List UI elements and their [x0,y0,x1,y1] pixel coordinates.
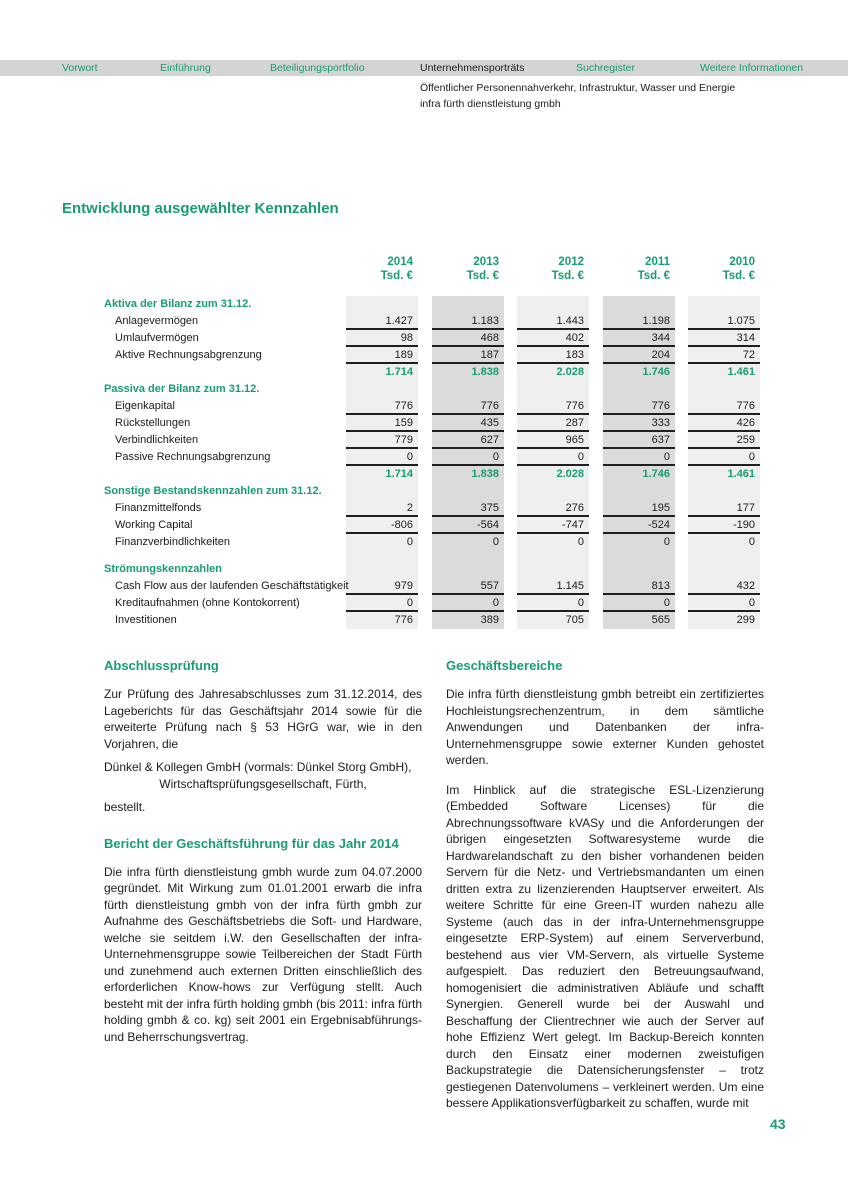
auditor-name-block [104,759,422,792]
row-label: Passive Rechnungsabgrenzung [115,451,271,463]
table-cell: 259 [688,432,760,449]
management-report-body: Die infra fürth dienstleistung gmbh wurde zum 04.07.2000 gegründet. Mit Wirkung zum 01.01.2001 erwarb die infra fürth dienstleistung gmbh von der infra fürth gmbh zur Aufnahme des Geschäftsbetriebs die Soft- und Hardware, welche sie seitdem i.W. den Gesellschaften der infra-Unternehmensgruppe sowie Teilbereichen der Stadt Fürth und zunehmend auch externen Dritten einschließlich des erforderlichen Know-hows zur Verfügung stellt. Auch besteht mit der infra fürth holding gmbh (bis 2011: infra fürth holding gmbh & co. kg) seit 2001 ein Ergebnisabführungs- und Beherrschungsvertrag. [104,864,422,1044]
year-column-header [432,255,504,283]
table-row [104,347,760,364]
left-column [104,658,422,1125]
top-navigation [0,60,848,76]
table-cell: 979 [346,578,418,595]
table-cell: 776 [603,398,675,415]
row-label: Umlaufvermögen [115,332,199,344]
table-cell: 0 [432,595,504,612]
table-cell: 344 [603,330,675,347]
table-cell: 0 [346,449,418,466]
table-cell: 1.461 [727,468,755,480]
table-row [104,381,760,398]
table-cell: 0 [688,449,760,466]
table-cell: 1.746 [642,468,670,480]
unit-label: Tsd. € [466,270,499,282]
table-row [104,561,760,578]
table-cell: 435 [432,415,504,432]
table-cell: 402 [517,330,589,347]
table-cell: -524 [603,517,675,534]
audit-closing: bestellt. [104,800,146,814]
unit-label: Tsd. € [380,270,413,282]
row-label: Cash Flow aus der laufenden Geschäftstätigkeit [115,580,349,592]
table-header [104,255,760,296]
table-cell: 0 [492,536,499,548]
table-row [104,534,760,551]
nav-item-weitere-informationen[interactable]: Weitere Informationen [700,62,804,74]
table-cell: 565 [651,614,670,626]
text-columns [104,658,764,1125]
table-cell: 0 [603,449,675,466]
table-cell: 177 [688,500,760,517]
unit-label: Tsd. € [637,270,670,282]
table-row [104,398,760,415]
table-cell: 333 [603,415,675,432]
row-label: Investitionen [115,614,177,626]
table-cell: 98 [346,330,418,347]
row-label: Finanzmittelfonds [115,502,202,514]
table-row [104,313,760,330]
management-report-heading: Bericht der Geschäftsführung für das Jahr 2014 [104,835,399,851]
table-row [104,432,760,449]
row-label: Rückstellungen [115,417,191,429]
table-cell: 299 [736,614,755,626]
table-cell: 0 [517,595,589,612]
nav-item-suchregister[interactable]: Suchregister [576,62,635,74]
table-cell: 2.028 [556,468,584,480]
table-cell: 776 [346,398,418,415]
table-cell: 776 [688,398,760,415]
table-cell: 159 [346,415,418,432]
table-cell: 637 [603,432,675,449]
table-row [104,551,760,561]
table-cell: 1.714 [385,366,413,378]
row-label: Verbindlichkeiten [115,434,199,446]
right-column [446,658,764,1125]
auditor-line1: Dünkel & Kollegen GmbH (vormals: Dünkel Storg GmbH), [104,760,412,774]
table-cell: 779 [346,432,418,449]
table-cell: 0 [603,595,675,612]
table-cell: 0 [406,536,413,548]
table-cell: 1.198 [603,313,675,330]
audit-intro: Zur Prüfung des Jahresabschlusses zum 31.12.2014, des Lageberichts für das Geschäftsjahr 2014 sowie für die erweiterte Prüfung nach § 53 HGrG war, wie in den Vorjahren, die [104,687,422,751]
table-cell: 189 [346,347,418,364]
nav-item-unternehmensportraets[interactable]: Unternehmensporträts [420,62,525,74]
table-cell: 1.443 [517,313,589,330]
table-cell: 287 [517,415,589,432]
table-cell: 1.838 [471,468,499,480]
table-cell: 1.714 [385,468,413,480]
table-cell: 0 [663,536,670,548]
table-cell: 0 [748,536,755,548]
table-cell: 2 [346,500,418,517]
table-row [104,612,760,629]
table-cell: 0 [577,536,584,548]
kennzahlen-table [104,255,760,629]
nav-item-einfuehrung[interactable]: Einführung [160,62,211,74]
table-row [104,500,760,517]
table-row [104,330,760,347]
table-row [104,415,760,432]
table-cell: 1.838 [471,366,499,378]
table-cell: 776 [432,398,504,415]
table-row [104,296,760,313]
business-areas-paragraph-1: Die infra fürth dienstleistung gmbh betreibt ein zertifiziertes Hochleistungsrechenzentrum, in dem sämtliche Anwendungen und Datenbanken der infra-Unternehmensgruppe sowie externer Kunden gehostet werden. [446,687,764,767]
table-cell: 72 [688,347,760,364]
row-label: Aktive Rechnungsabgrenzung [115,349,262,361]
row-label: Kreditaufnahmen (ohne Kontokorrent) [115,597,300,609]
row-label: Eigenkapital [115,400,175,412]
table-cell: 2.028 [556,366,584,378]
table-row [104,578,760,595]
table-row [104,466,760,483]
year-column-header [688,255,760,283]
table-cell: -747 [517,517,589,534]
table-cell: 557 [432,578,504,595]
table-cell: -190 [688,517,760,534]
year-label: 2014 [387,256,413,268]
row-label: Strömungskennzahlen [104,563,222,575]
table-row [104,595,760,612]
year-label: 2012 [558,256,584,268]
table-cell: 389 [480,614,499,626]
table-row [104,364,760,381]
year-label: 2013 [473,256,499,268]
row-label: Aktiva der Bilanz zum 31.12. [104,298,252,310]
year-column-header [346,255,418,283]
year-column-header [517,255,589,283]
page-title: Entwicklung ausgewählter Kennzahlen [62,200,339,217]
page-number: 43 [770,1116,786,1132]
table-cell: 0 [432,449,504,466]
table-cell: 195 [603,500,675,517]
breadcrumb [420,80,735,112]
table-cell: -806 [346,517,418,534]
unit-label: Tsd. € [551,270,584,282]
table-cell: 0 [688,595,760,612]
table-body [104,296,760,629]
row-label: Passiva der Bilanz zum 31.12. [104,383,260,395]
year-label: 2011 [645,256,670,268]
table-cell: 1.427 [346,313,418,330]
table-cell: 187 [432,347,504,364]
unit-label: Tsd. € [722,270,755,282]
table-cell: 1.075 [688,313,760,330]
table-cell: 813 [603,578,675,595]
year-column-header [603,255,675,283]
table-row [104,517,760,534]
company-line: infra fürth dienstleistung gmbh [420,98,561,110]
row-label: Anlagevermögen [115,315,199,327]
audit-heading: Abschlussprüfung [104,658,219,673]
table-cell: 1.145 [517,578,589,595]
table-cell: 627 [432,432,504,449]
table-cell: 776 [517,398,589,415]
business-areas-heading: Geschäftsbereiche [446,658,563,673]
table-row [104,483,760,500]
year-label: 2010 [729,256,755,268]
nav-item-beteiligungsportfolio[interactable]: Beteiligungsportfolio [270,62,365,74]
table-cell: 1.746 [642,366,670,378]
table-cell: 0 [517,449,589,466]
table-cell: 204 [603,347,675,364]
auditor-line2: Wirtschaftsprüfungsgesellschaft, Fürth, [159,776,367,791]
table-cell: 1.461 [727,366,755,378]
row-label: Finanzverbindlichkeiten [115,536,230,548]
table-cell: -564 [432,517,504,534]
table-cell: 965 [517,432,589,449]
category-line: Öffentlicher Personennahverkehr, Infrastruktur, Wasser und Energie [420,82,736,94]
row-label: Working Capital [115,519,193,531]
table-cell: 183 [517,347,589,364]
table-cell: 375 [432,500,504,517]
business-areas-paragraph-2: Im Hinblick auf die strategische ESL-Lizenzierung (Embedded Software Licenses) für die Abrechnungssoftware kVASy und die Anforderungen der übrigen eingesetzten Softwaresysteme wurde die Hardwarelandschaft zu den bisher vorhandenen beiden Servern für die Netz- und Vertriebsmandanten um einen dritten extra zu lizenzierenden Hauptserver erweitert. Als weitere Schritte für eine Green-IT wurden nahezu alle Systeme (auch das in der infra-Unternehmensgruppe eingesetzte ERP-System) auf einem Serververbund, bestehend aus vier VM-Servern, als virtuelle Systeme aufgespielt. Das reduziert den Betreuungsaufwand, homogenisiert die administrativen Abläufe und schafft Synergien. Generell wurde bei der Auswahl und Beschaffung der Clientrechner wie auch der Server auf hohe Effizienz Wert gelegt. Im Backup-Bereich konnten durch den Einsatz einer modernen zweistufigen Backupstrategie die Datensicherungsfenster – trotz gestiegenen Datenvolumens – verkleinert werden. Um eine bessere Applikationsverfügbarkeit zu schaffen, wurde mit [446,782,764,1110]
table-cell: 705 [565,614,584,626]
table-row [104,449,760,466]
table-cell: 0 [346,595,418,612]
row-label: Sonstige Bestandskennzahlen zum 31.12. [104,485,322,497]
table-cell: 1.183 [432,313,504,330]
nav-item-vorwort[interactable]: Vorwort [62,62,98,74]
table-cell: 426 [688,415,760,432]
table-cell: 776 [394,614,413,626]
table-cell: 276 [517,500,589,517]
table-cell: 432 [688,578,760,595]
table-cell: 468 [432,330,504,347]
table-cell: 314 [688,330,760,347]
